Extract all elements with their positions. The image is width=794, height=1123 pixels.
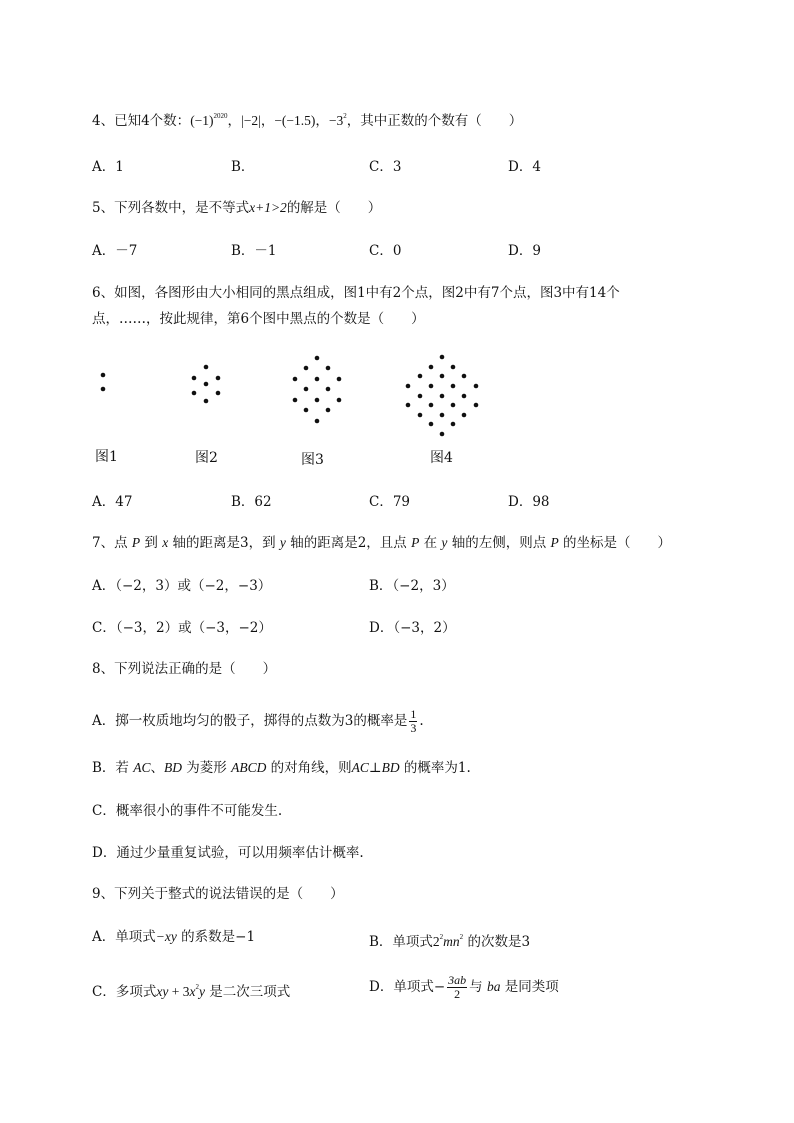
fraction-numerator: 1 [410, 707, 417, 721]
q9-d-text: 与 [469, 979, 487, 995]
question-6-line-1: 6、如图，各图形由大小相同的黑点组成，图1中有2个点，图2中有7个点，图3中有14个 [92, 285, 620, 301]
q7-option-d: D．（−3，2） [369, 620, 456, 636]
q7-point-p: P [411, 535, 420, 550]
q4-expr2: ，|−2|，−(−1.5)，−3 [227, 113, 344, 128]
q9-c-text: C．多项式 [92, 984, 157, 1000]
q8-a-fraction [409, 708, 417, 735]
q8-option-a [92, 708, 424, 735]
q9-c-x: x [189, 984, 196, 999]
figure-4-dots [406, 355, 479, 437]
q5-math: x+1>2 [249, 200, 287, 215]
question-4 [92, 106, 522, 131]
figure-3-dots [293, 356, 342, 424]
figure-4-label: 图4 [430, 450, 453, 466]
q9-b-text: 的次数是3 [463, 934, 531, 950]
q4-prefix: 4、已知4个数： [92, 113, 191, 129]
q9-d-text: D．单项式− [369, 979, 446, 995]
figure-3-label: 图3 [301, 452, 324, 468]
figure-2-label: 图2 [195, 450, 218, 466]
q7-text: 轴的距离是3，到 [168, 535, 280, 551]
q9-b-exponent: 2 [439, 933, 444, 941]
q8-b-text: 的概率为1. [399, 760, 471, 776]
question-8-stem: 8、下列说法正确的是（ ） [92, 661, 277, 677]
q7-text: 轴的距离是2，且点 [285, 535, 412, 551]
fraction-denominator: 2 [454, 987, 461, 1001]
q4-exp1: 2020 [213, 112, 228, 120]
q8-b-text: 、 [150, 760, 164, 776]
q7-point-p: P [131, 535, 141, 550]
fraction-denominator: 3 [410, 721, 417, 735]
q4-expr1: (−1) [190, 113, 214, 128]
q9-d-text: 是同类项 [500, 979, 559, 995]
q4-suffix: ，其中正数的个数有（ ） [346, 113, 523, 129]
q9-b-mn: mn [443, 934, 460, 949]
q5-suffix: 的解是（ ） [286, 200, 382, 216]
q5-option-c: C．0 [369, 243, 402, 259]
q9-d-ba: ba [486, 979, 501, 994]
figure-1-dots [101, 373, 106, 392]
q7-y-axis: y [441, 535, 448, 550]
q8-b-text: 的对角线，则 [266, 760, 352, 776]
q9-b-text: B．单项式 [369, 934, 433, 950]
fraction-numerator: 3ab [448, 973, 467, 987]
q9-b-exponent: 2 [459, 933, 464, 941]
q4-option-c: C．3 [369, 159, 402, 175]
q8-option-b [92, 758, 471, 778]
q9-a-text: A．单项式 [92, 929, 156, 945]
q5-option-a: A．－7 [92, 243, 138, 259]
figure-2-dots [192, 365, 221, 404]
q7-text: 在 [419, 535, 442, 551]
q9-a-text: 的系数是−1 [176, 929, 256, 945]
q7-text: 7、点 [92, 535, 132, 551]
q8-b-ac: AC [133, 760, 151, 775]
question-9-stem: 9、下列关于整式的说法错误的是（ ） [92, 886, 344, 902]
q6-option-d: D．98 [508, 494, 550, 510]
q8-a-period: . [419, 713, 424, 729]
q9-c-plus: + 3 [168, 984, 190, 999]
q8-option-c: C．概率很小的事件不可能发生. [92, 803, 283, 819]
q8-b-text: B．若 [92, 760, 134, 776]
question-5 [92, 198, 381, 218]
q9-b-base: 2 [432, 934, 440, 949]
q9-d-fraction [447, 974, 467, 1001]
q9-c-exponent: 2 [195, 983, 199, 991]
q6-option-b: B．62 [231, 494, 272, 510]
q4-option-d: D．4 [508, 159, 541, 175]
figure-1-label: 图1 [95, 449, 118, 465]
q9-option-d [369, 970, 559, 1004]
q7-point-p: P [550, 535, 559, 550]
q4-exp2: 2 [343, 112, 347, 120]
q8-a-text: A．掷一枚质地均匀的骰子，掷得的点数为3的概率是 [92, 713, 408, 729]
q4-option-a: A．1 [92, 159, 124, 175]
q8-b-text: 为菱形 [181, 760, 232, 776]
q7-y-axis: y [279, 535, 286, 550]
q7-option-c: C．（−3，2）或（−3，−2） [92, 620, 272, 636]
q9-c-text: 是二次三项式 [204, 984, 291, 1000]
q5-option-d: D．9 [508, 243, 541, 259]
q9-c-xy: xy [156, 984, 169, 999]
q9-c-y: y [198, 984, 205, 999]
q7-text: 轴的左侧，则点 [447, 535, 551, 551]
q5-option-b: B．－1 [231, 243, 277, 259]
q9-a-math: −xy [155, 929, 177, 944]
question-7 [92, 533, 671, 553]
q8-b-perpendicular: AC⊥BD [351, 760, 400, 775]
q8-option-d: D．通过少量重复试验，可以用频率估计概率. [92, 845, 364, 861]
q9-option-c [92, 977, 290, 1002]
q9-option-a [92, 927, 255, 947]
q6-option-a: A．47 [92, 494, 133, 510]
q7-option-a: A．（−2，3）或（−2，−3） [92, 578, 272, 594]
q9-option-b [369, 927, 530, 952]
q7-x-axis: x [162, 535, 169, 550]
q6-option-c: C．79 [369, 494, 411, 510]
q7-text: 的坐标是（ ） [558, 535, 672, 551]
question-6-line-2: 点，……，按此规律，第6个图中黑点的个数是（ ） [92, 311, 425, 327]
q8-b-abcd: ABCD [231, 760, 267, 775]
q4-option-b: B． [231, 159, 255, 175]
q8-b-bd: BD [163, 760, 182, 775]
q5-prefix: 5、下列各数中，是不等式 [92, 200, 250, 216]
q7-text: 到 [140, 535, 163, 551]
q7-option-b: B．（−2，3） [369, 578, 455, 594]
